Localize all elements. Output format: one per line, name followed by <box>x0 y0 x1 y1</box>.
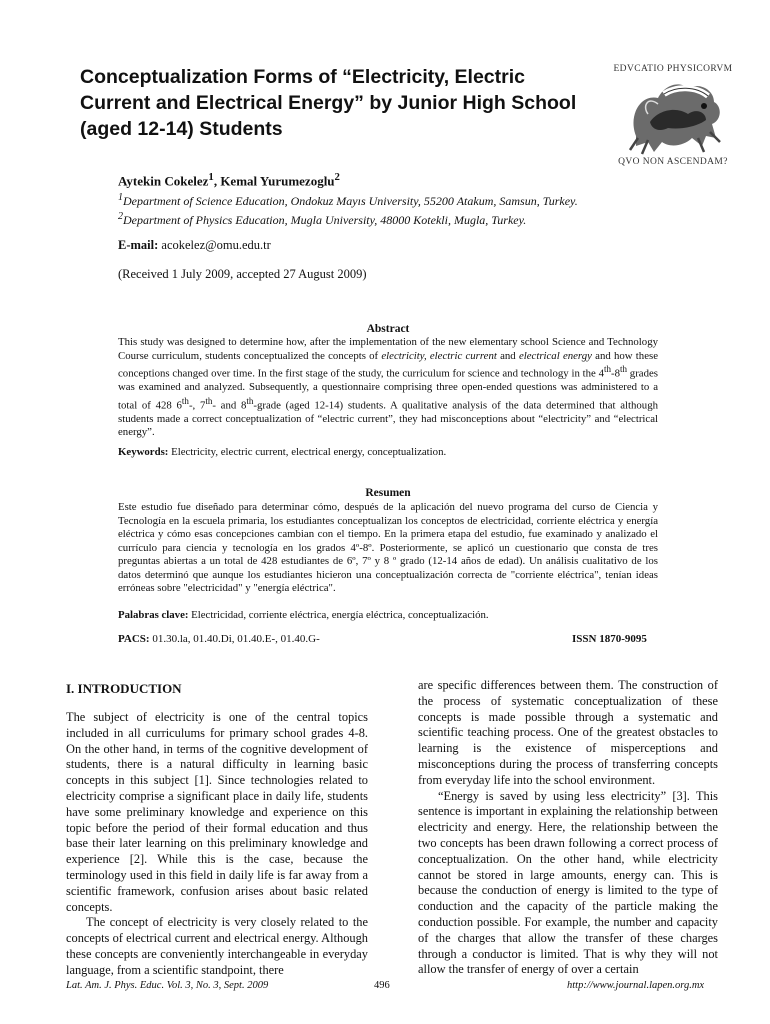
footer-journal: Lat. Am. J. Phys. Educ. Vol. 3, No. 3, Sept. 2009 <box>66 980 269 991</box>
pacs-label: PACS: <box>118 633 150 645</box>
paragraph: “Energy is saved by using less electricity” [3]. This sentence is important in explaining the relationship between electricity and energy. Here, the relationship between the two concepts has been drawn following a correct process of conceptualization. On the other hand, while electricity cannot be stored in large amounts, energy can. This is because the conduction of energy is limited to the type of conduction and the capacity of the particle making the conduction possible. For example, the number and capacity of the charges that allow the transfer of these charges through a conductor is limited. That is why they will not allow the transfer of energy of over a certain <box>418 788 718 977</box>
abstract-heading: Abstract <box>366 323 410 335</box>
resumen-heading: Resumen <box>365 487 411 499</box>
right-column <box>418 678 718 978</box>
keywords-text: Electricity, electric current, electrical energy, conceptualization. <box>171 446 447 458</box>
section-heading: I. INTRODUCTION <box>66 681 182 696</box>
paragraph: are specific differences between them. The construction of the process of systematic conceptualization of these concepts is made possible through a systematic and scientific teaching process. One of the greatest obstacles to learning is the existence of misperceptions and misconceptions during the process of transferring concepts from everyday life into the school environment. <box>418 678 718 787</box>
palabras-clave-text: Electricidad, corriente eléctrica, energía eléctrica, conceptualización. <box>191 609 489 621</box>
palabras-clave <box>118 609 658 623</box>
email-label: E-mail: <box>118 238 159 253</box>
logo-motto-bottom: QVO NON ASCENDAM? <box>618 157 728 167</box>
paragraph: The concept of electricity is very closely related to the concepts of electrical current and electrical energy. Although these concepts are conveniently interchangeable in everyday language, from a scientific standpoint, there <box>66 915 368 977</box>
author-block <box>118 170 678 282</box>
affiliation-1: $^1$Department of Science Education, Ondokuz Mayıs University, 55200 Atakum, Samsun, Turkey. <box>118 192 578 209</box>
email-address[interactable]: acokelez@omu.edu.tr <box>161 238 271 253</box>
keywords-label: Keywords: <box>118 446 169 458</box>
logo-motto-top: EDVCATIO PHYSICORVM <box>613 64 733 74</box>
paper-title: Conceptualization Forms of “Electricity, Electric Current and Electrical Energy” by Junior High School (aged 12-14) Students <box>80 66 577 140</box>
issn: ISSN 1870-9095 <box>572 633 647 645</box>
pacs-codes: 01.30.la, 01.40.Di, 01.40.E-, 01.40.G- <box>152 633 320 645</box>
journal-logo <box>598 64 748 174</box>
resumen-body: Este estudio fue diseñado para determinar cómo, después de la aplicación del nuevo programa del curso de Ciencia y Tecnología en la escuela primaria, los estudiantes conceptualizan los conceptos de electricidad, corriente eléctrica y energía eléctrica y cómo esas concepciones cambian con el tiempo. En la primera etapa del estudio, fue examinado y analizado el currículo para ciencia y tecnología en los grados 4º-8º. Posteriormente, se aplicó un cuestionario que consta de tres preguntas abiertas a un total de 428 estudiantes de 6º, 7º y 8 º grado (12-14 años de edad). Un análisis cualitativo de los datos determinó que aunque los estudiantes hicieron una conceptualización correcta de "corriente eléctrica", tenían ideas erróneas sobre "electricidad" y "energía eléctrica". <box>118 501 658 594</box>
keywords <box>118 446 658 460</box>
email-line <box>118 238 678 253</box>
page-number: 496 <box>374 980 390 991</box>
pegasus-emblem-icon <box>618 76 728 158</box>
affiliation-2: $^2$Department of Physics Education, Mugla University, 48000 Kotekli, Mugla, Turkey. <box>118 211 527 228</box>
left-column <box>66 710 368 979</box>
palabras-clave-label: Palabras clave: <box>118 609 189 621</box>
author-names: Aytekin Cokelez$^1$, Kemal Yurumezoglu$^2$ <box>118 171 340 189</box>
footer-url[interactable]: http://www.journal.lapen.org.mx <box>567 980 705 991</box>
received-dates: (Received 1 July 2009, accepted 27 August 2009) <box>118 267 367 282</box>
paragraph: The subject of electricity is one of the central topics included in all curriculums for primary school grades 4-8. On the other hand, in terms of the cognitive development of students, there is a natural difficulty in learning basic concepts in this subject [1]. Since technologies related to electricity comprise a significant place in daily life, students have some preliminary knowledge and experience on this topic before the period of their formal education and thus base their later learning on this preliminary knowledge and experience [2]. While this is the case, because the terminology used in this field in daily life is far away from a scientific framework, confusion arises about basic related concepts. <box>66 710 368 914</box>
abstract-body: This study was designed to determine how, after the implementation of the new elementary school Science and Technology Course curriculum, students conceptualized the concepts of electricity, electric current and electrical energy and how these conceptions changed over time. In the first stage of the study, the curriculum for science and technology in the 4th-8th grades was examined and analyzed. Subsequently, a questionnaire comprising three open-ended questions was administered to a total of 428 6th-, 7th- and 8th-grade (aged 12-14) students. A qualitative analysis of the data determined that although students made a correct conceptualization of “electric current”, they had misconceptions about “electricity” and “electrical energy”. <box>118 336 658 439</box>
